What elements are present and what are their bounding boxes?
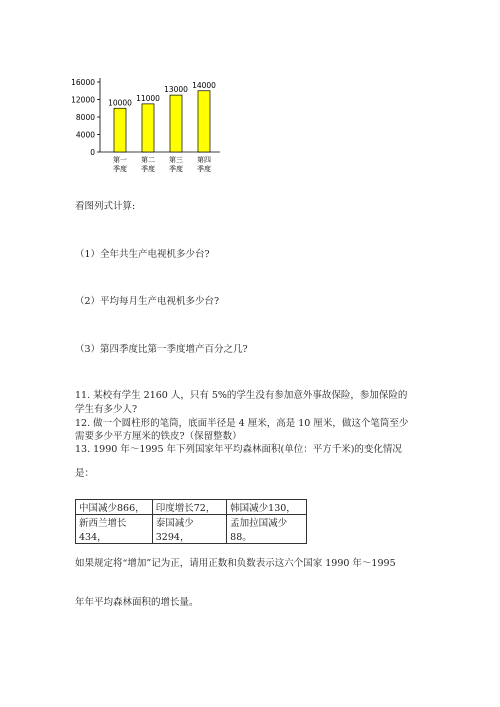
problem-11-line2: 学生有多少人? [75,404,138,415]
x-tick-label: 季度 [113,165,127,173]
question-1: （1）全年共生产电视机多少台? [75,249,210,260]
table-row [76,515,307,544]
x-tick-label: 季度 [141,165,155,173]
x-tick-label: 季度 [197,165,211,173]
table-cell: 孟加拉国减少88。 [227,515,307,544]
y-tick-label: 4000 [75,130,95,140]
bar-data-label: 11000 [136,93,160,103]
x-tick-label: 第一 [113,156,127,164]
problem-13-line1: 13. 1990 年～1995 年下列国家年平均森林面积(单位：平方千米)的变化情况 [75,444,402,455]
y-tick-label: 12000 [71,95,95,105]
conclusion-line2: 年年平均森林面积的增长量。 [75,597,199,608]
problem-12-line1: 12. 做一个圆柱形的笔筒，底面半径是 4 厘米，高是 10 厘米，做这个笔筒至少 [75,418,409,429]
table-cell: 新西兰增长434， [76,515,153,544]
x-tick-label: 第四 [197,156,211,164]
bar [114,108,126,152]
table-row [76,500,307,515]
question-2: （2）平均每月生产电视机多少台? [75,296,220,307]
table-cell: 印度增长72， [152,500,226,515]
y-tick-label: 16000 [71,78,95,87]
conclusion-line1: 如果规定将“增加”记为正，请用正数和负数表示这六个国家 1990 年～1995 [75,558,396,569]
question-3: （3）第四季度比第一季度增产百分之几? [75,344,248,355]
bar [142,104,154,152]
y-tick-label: 0 [90,148,95,157]
bar-chart [60,68,230,188]
table-cell: 韩国减少130， [227,500,307,515]
bar-data-label: 10000 [108,98,132,108]
x-tick-label: 季度 [169,165,183,173]
bar-data-label: 13000 [164,85,188,95]
problem-12-line2: 需要多少平方厘米的铁皮?（保留整数） [75,431,242,442]
table-cell: 泰国减少3294， [152,515,226,544]
y-tick-label: 8000 [75,113,95,122]
problem-intro: 看图列式计算: [75,201,136,212]
table-cell: 中国减少866， [76,500,153,515]
bar [198,91,210,152]
bar-data-label: 14000 [192,80,216,90]
problem-13-line2: 是： [75,468,95,479]
x-tick-label: 第三 [169,156,183,164]
bar [170,95,182,152]
problem-11-line1: 11. 某校有学生 2160 人，只有 5%的学生没有参加意外事故保险，参加保险的 [75,390,408,401]
x-tick-label: 第二 [141,156,155,164]
forest-area-table [75,499,307,544]
